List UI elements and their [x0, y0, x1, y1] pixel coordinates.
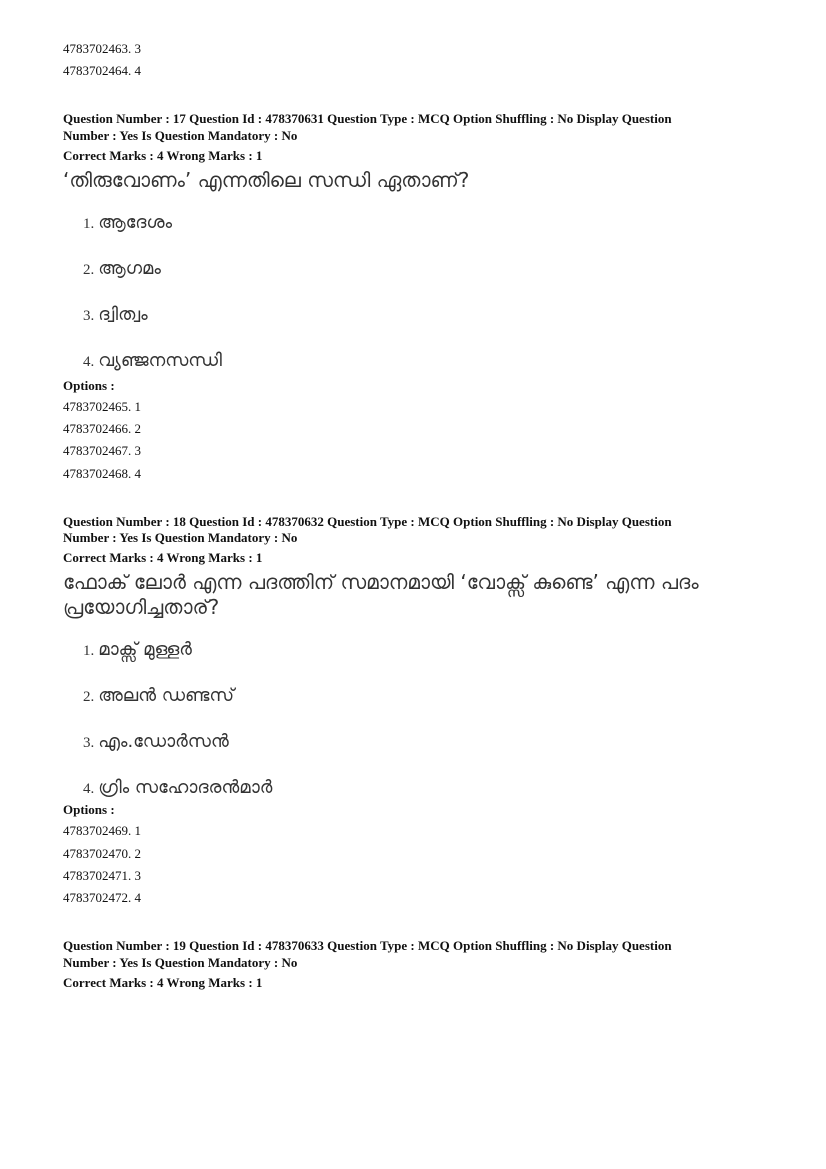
option-id-line: 4783702470. 2 — [63, 846, 141, 861]
q18-choice — [83, 776, 272, 801]
option-id-line: 4783702465. 1 — [63, 399, 141, 414]
q17-choice — [83, 257, 161, 282]
option-id-line: 4783702467. 3 — [63, 443, 141, 458]
q19-marks: Correct Marks : 4 Wrong Marks : 1 — [63, 975, 263, 990]
choice-number: 4. — [83, 354, 95, 370]
q17-choice — [83, 211, 172, 236]
q17-marks: Correct Marks : 4 Wrong Marks : 1 — [63, 148, 263, 163]
q17-header-line2: Number : Yes Is Question Mandatory : No — [63, 128, 298, 143]
choice-number: 1. — [83, 643, 95, 659]
option-id-line: 4783702466. 2 — [63, 421, 141, 436]
choice-text: ദ്വിത്വം — [98, 304, 148, 325]
q18-options-label: Options : — [63, 802, 115, 817]
choice-number: 3. — [83, 308, 95, 324]
choice-text: ആദേശം — [98, 212, 173, 233]
choice-number: 2. — [83, 689, 95, 705]
choice-number: 1. — [83, 216, 95, 232]
q19-header-line1: Question Number : 19 Question Id : 478370633 Question Type : MCQ Option Shuffling : No Display Question — [63, 938, 672, 953]
option-id-line: 4783702472. 4 — [63, 890, 141, 905]
option-id-line: 4783702468. 4 — [63, 466, 141, 481]
q18-choice — [83, 638, 192, 663]
q17-choice — [83, 349, 222, 374]
q18-choice — [83, 684, 234, 709]
option-id-line: 4783702469. 1 — [63, 823, 141, 838]
q17-header-line1: Question Number : 17 Question Id : 478370631 Question Type : MCQ Option Shuffling : No Display Question — [63, 111, 672, 126]
q18-choice — [83, 730, 229, 755]
q17-options-label: Options : — [63, 378, 115, 393]
q18-header-line2: Number : Yes Is Question Mandatory : No — [63, 530, 298, 545]
q18-question-text-line2: പ്രയോഗിച്ചതാര്? — [63, 595, 220, 619]
q18-header-line1: Question Number : 18 Question Id : 478370632 Question Type : MCQ Option Shuffling : No Display Question — [63, 514, 672, 529]
q17-choice — [83, 303, 148, 328]
q19-header-line2: Number : Yes Is Question Mandatory : No — [63, 955, 298, 970]
choice-text: അലൻ ഡണ്ടസ് — [98, 685, 235, 706]
choice-text: വ്യഞ്ജനസന്ധി — [98, 350, 222, 371]
choice-number: 2. — [83, 262, 95, 278]
choice-text: മാക്സ് മുള്ളർ — [98, 639, 192, 660]
choice-text: എം.ഡോർസൻ — [98, 731, 229, 752]
q18-question-text-line1: ഫോക് ലോർ എന്ന പദത്തിന് സമാനമായി ‘വോക്സ് കുണ്ടെ’ എന്ന പദം — [63, 570, 699, 594]
option-id-line: 4783702471. 3 — [63, 868, 141, 883]
choice-text: ആഗമം — [98, 258, 161, 279]
option-id-line: 4783702464. 4 — [63, 63, 141, 78]
q17-question-text: ‘തിരുവോണം’ എന്നതിലെ സന്ധി ഏതാണ്? — [63, 168, 470, 192]
choice-number: 3. — [83, 735, 95, 751]
choice-text: ഗ്രിം സഹോദരൻമാർ — [98, 777, 273, 798]
choice-number: 4. — [83, 781, 95, 797]
option-id-line: 4783702463. 3 — [63, 41, 141, 56]
q18-marks: Correct Marks : 4 Wrong Marks : 1 — [63, 550, 263, 565]
